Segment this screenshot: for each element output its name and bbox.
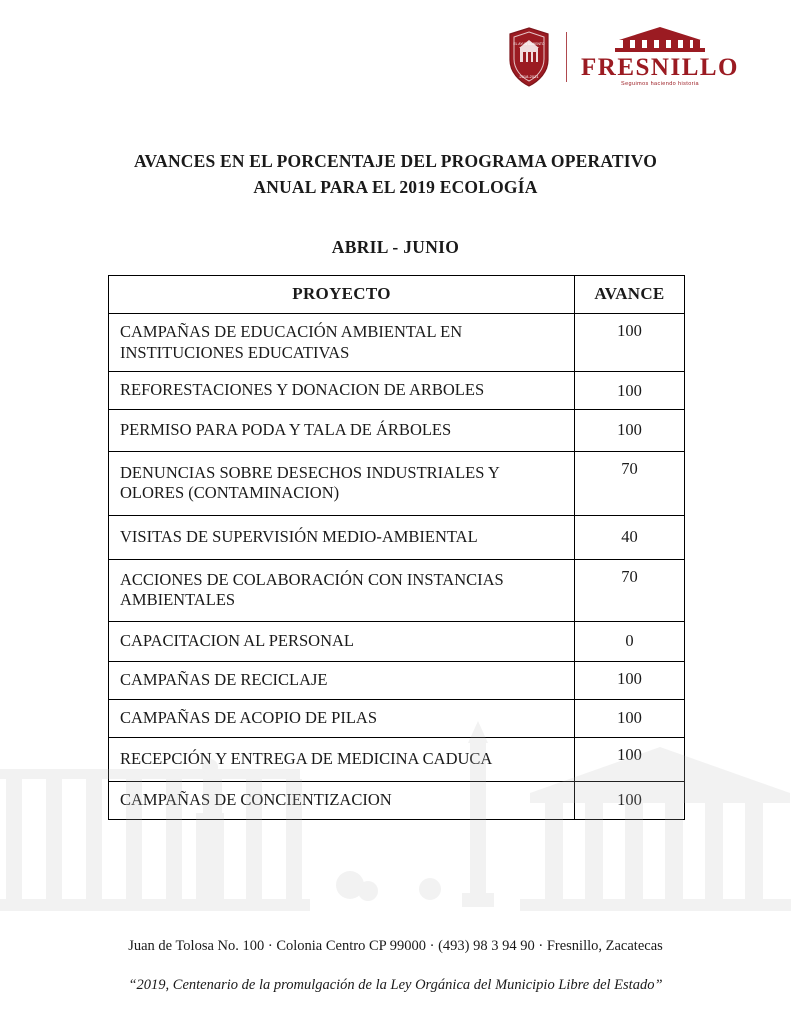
report-table-container <box>108 275 684 820</box>
cell-avance: 100 <box>575 699 685 737</box>
cell-proyecto: VISITAS DE SUPERVISIÓN MEDIO-AMBIENTAL <box>109 515 575 559</box>
column-header-proyecto: PROYECTO <box>109 276 575 314</box>
column-header-avance: AVANCE <box>575 276 685 314</box>
cell-avance: 0 <box>575 621 685 661</box>
municipal-crest-icon <box>506 26 552 88</box>
header-divider <box>566 32 567 82</box>
table-row <box>109 559 685 621</box>
table-row <box>109 372 685 410</box>
table-row <box>109 661 685 699</box>
table-row <box>109 515 685 559</box>
government-building-icon <box>613 26 707 53</box>
cell-proyecto: CAMPAÑAS DE EDUCACIÓN AMBIENTAL EN INSTITUCIONES EDUCATIVAS <box>109 314 575 372</box>
footer-address: Juan de Tolosa No. 100 · Colonia Centro CP 99000 · (493) 98 3 94 90 · Fresnillo, Zacatecas <box>128 938 663 954</box>
page-title-line1: AVANCES EN EL PORCENTAJE DEL PROGRAMA OPERATIVO <box>133 151 658 171</box>
table-row <box>109 699 685 737</box>
cell-avance: 70 <box>575 451 685 515</box>
table-header-row <box>109 276 685 314</box>
cell-proyecto: RECEPCIÓN Y ENTREGA DE MEDICINA CADUCA <box>109 737 575 781</box>
wordmark-text: FRESNILLO <box>581 54 739 82</box>
cell-proyecto: CAPACITACION AL PERSONAL <box>109 621 575 661</box>
cell-avance: 100 <box>575 409 685 451</box>
document-header <box>506 26 739 88</box>
page-title <box>0 148 791 201</box>
table-row <box>109 737 685 781</box>
table-row <box>109 621 685 661</box>
table-row <box>109 409 685 451</box>
table-row <box>109 451 685 515</box>
crest-caption-text: EL AYUNTAMIENTO <box>513 42 545 46</box>
cell-avance: 70 <box>575 559 685 621</box>
table-row <box>109 781 685 819</box>
cell-proyecto: CAMPAÑAS DE RECICLAJE <box>109 661 575 699</box>
cell-proyecto: CAMPAÑAS DE ACOPIO DE PILAS <box>109 699 575 737</box>
cell-proyecto: CAMPAÑAS DE CONCIENTIZACION <box>109 781 575 819</box>
cell-avance: 100 <box>575 314 685 372</box>
document-footer <box>0 938 791 994</box>
report-table <box>108 275 685 820</box>
table-row <box>109 314 685 372</box>
cell-proyecto: DENUNCIAS SOBRE DESECHOS INDUSTRIALES Y OLORES (CONTAMINACION) <box>109 451 575 515</box>
page-subtitle: ABRIL - JUNIO <box>331 236 460 257</box>
cell-avance: 100 <box>575 372 685 410</box>
cell-avance: 100 <box>575 737 685 781</box>
cell-proyecto: PERMISO PARA PODA Y TALA DE ÁRBOLES <box>109 409 575 451</box>
crest-years-text: 2018-2021 <box>519 74 539 79</box>
footer-slogan: “2019, Centenario de la promulgación de la Ley Orgánica del Municipio Libre del Estado” <box>128 977 663 993</box>
cell-avance: 100 <box>575 661 685 699</box>
cell-avance: 40 <box>575 515 685 559</box>
wordmark-tagline: Seguimos haciendo historia <box>621 81 699 88</box>
cell-proyecto: REFORESTACIONES Y DONACION DE ARBOLES <box>109 372 575 410</box>
page-title-line2: ANUAL PARA EL 2019 ECOLOGÍA <box>253 177 538 198</box>
title-block <box>0 148 791 258</box>
cell-avance: 100 <box>575 781 685 819</box>
fresnillo-wordmark <box>581 26 739 88</box>
cell-proyecto: ACCIONES DE COLABORACIÓN CON INSTANCIAS AMBIENTALES <box>109 559 575 621</box>
